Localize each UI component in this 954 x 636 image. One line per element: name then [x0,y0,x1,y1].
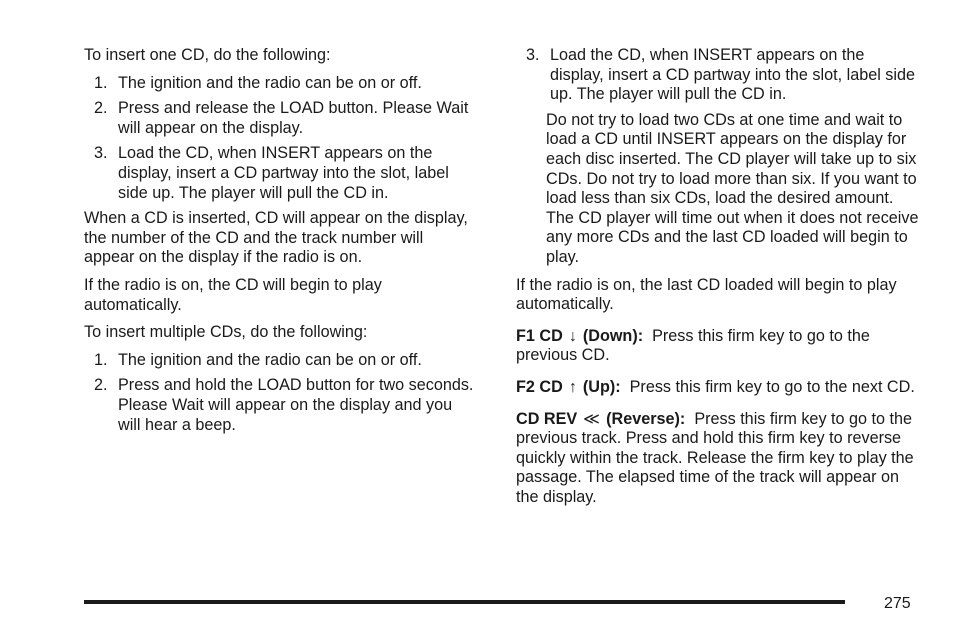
reverse-icon: ≪ [583,409,601,428]
step-number: 2. [94,376,108,395]
step-number: 1. [94,350,108,369]
cd-rev-key-description [516,410,922,508]
step-text: The ignition and the radio can be on or off. [118,350,422,369]
step-text: Load the CD, when INSERT appears on the display, insert a CD partway into the slot, label side up. The player will pull the CD in. [550,46,915,104]
radio-on-paragraph: If the radio is on, the CD will begin to play automatically. [84,275,382,314]
key-desc: Press this firm key to go to the previous track. Press and hold this firm key to reverse quickly within the track. Release the firm key to play the passage. The elapsed time of the track will appear on the display. [516,409,914,506]
cd-inserted-paragraph: When a CD is inserted, CD will appear on the display, the number of the CD and the track number will appear on the display if the radio is on. [84,209,468,267]
key-label: F1 CD [516,326,563,345]
left-column [84,46,476,441]
key-desc: Press this firm key to go to the previous CD. [516,326,870,365]
key-name: (Up): [582,377,621,396]
insert-multiple-intro: To insert multiple CDs, do the following: [84,323,368,342]
insert-one-intro: To insert one CD, do the following: [84,46,331,64]
page-number: 275 [884,595,911,612]
list-item [84,351,476,371]
list-item [84,74,476,94]
step-text: Load the CD, when INSERT appears on the display, insert a CD partway into the slot, label side up. The player will pull the CD in. [118,144,449,202]
f1-cd-key-description [516,327,922,366]
f2-cd-key-description [516,378,922,398]
list-item [84,144,476,203]
key-name: (Reverse): [606,409,686,428]
list-item [84,99,476,138]
list-item [516,46,922,105]
last-cd-paragraph: If the radio is on, the last CD loaded will begin to play automatically. [516,275,897,314]
key-name: (Down): [582,326,644,345]
step-number: 1. [94,73,108,92]
insert-one-steps [84,74,476,204]
key-desc: Press this firm key to go to the next CD. [629,377,915,396]
step-number: 3. [526,46,540,64]
footer-rule [84,600,845,604]
key-label: F2 CD [516,377,563,396]
step-number: 3. [94,144,108,163]
step-text: Press and hold the LOAD button for two seconds. Please Wait will appear on the display and you will hear a beep. [118,376,474,434]
arrow-down-icon: ↓ [568,326,577,345]
list-item [84,376,476,435]
load-note: Do not try to load two CDs at one time and wait to load a CD until INSERT appears on the display for each disc inserted. The CD player will take up to six CDs. Do not try to load more than six. If you want to load less than six CDs, load the desired amount. The CD player will time out when it does not receive any more CDs and the last CD loaded will begin to play. [546,110,919,266]
step-text: The ignition and the radio can be on or off. [118,73,422,92]
step-number: 2. [94,99,108,118]
insert-multiple-steps-continued [516,46,922,105]
right-column [516,46,922,515]
step-text: Press and release the LOAD button. Please Wait will appear on the display. [118,99,469,137]
key-label: CD REV [516,409,578,428]
arrow-up-icon: ↑ [568,377,577,396]
insert-multiple-steps [84,351,476,435]
